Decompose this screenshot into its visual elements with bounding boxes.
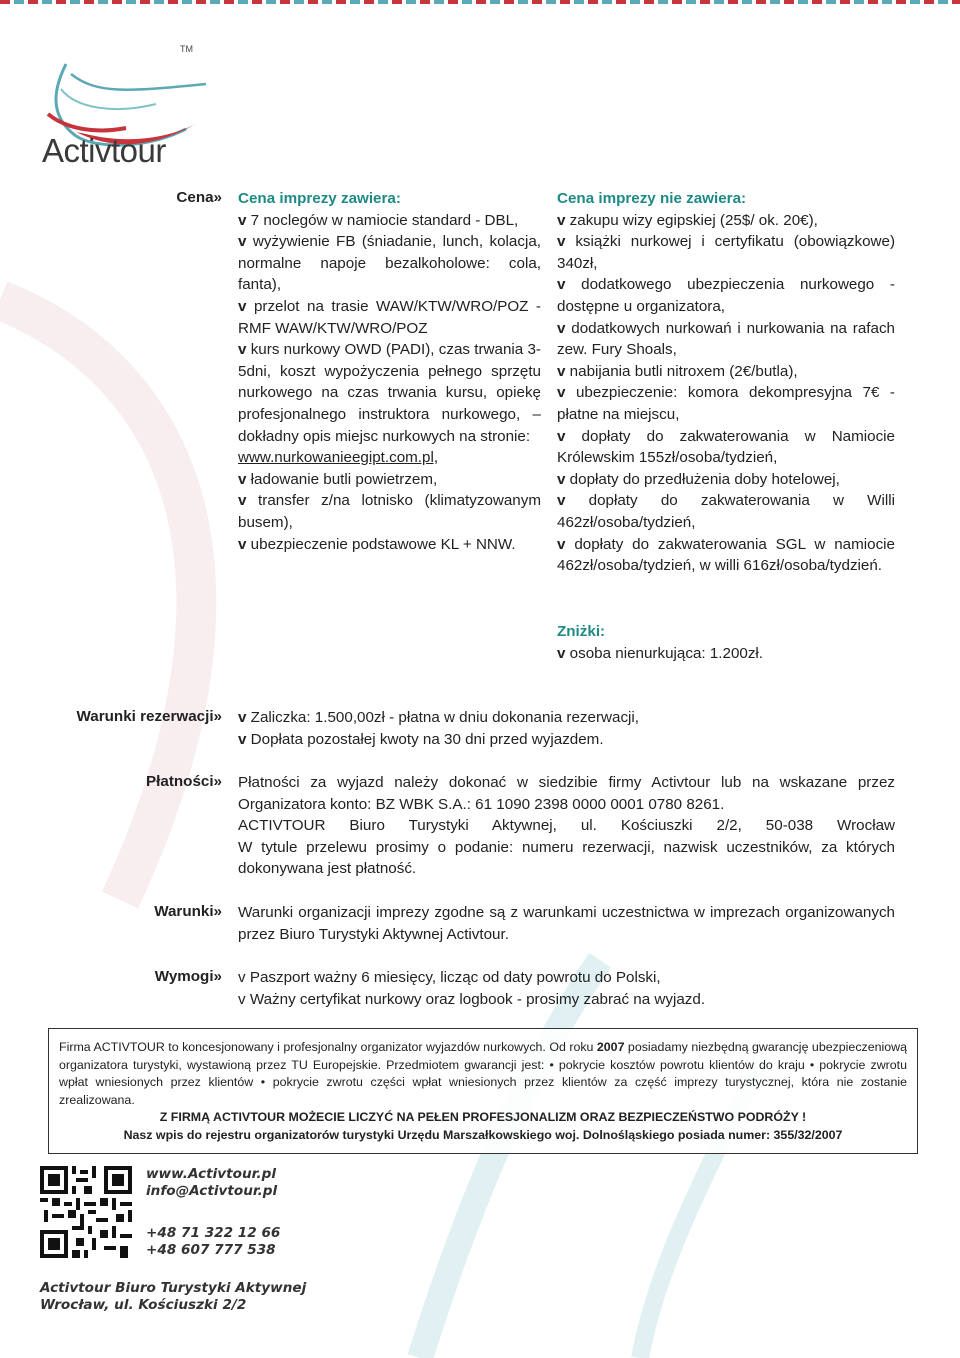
address-line: Wrocław, ul. Kościuszki 2/2 bbox=[40, 1297, 247, 1313]
excluded-item: v dopłaty do zakwaterowania w Namiocie Królewskim 155zł/osoba/tydzień, bbox=[557, 427, 895, 467]
section-label-cena: Cena» bbox=[176, 189, 222, 206]
trademark-mark: TM bbox=[180, 44, 193, 54]
discounts-block bbox=[557, 621, 895, 664]
requirement-item: v Ważny certyfikat nurkowy oraz logbook - prosimy zabrać na wyjazd. bbox=[238, 990, 706, 1008]
contact-phones bbox=[146, 1225, 280, 1259]
discount-item: v osoba nienurkująca: 1.200zł. bbox=[557, 644, 764, 662]
registry-entry: Nasz wpis do rejestru organizatorów turystyki Urzędu Marszałkowskiego woj. Dolnośląskiego posiada numer: 355/32/2007 bbox=[123, 1127, 843, 1142]
included-column bbox=[238, 188, 541, 555]
guarantee-year: 2007 bbox=[596, 1040, 625, 1054]
conditions-text: Warunki organizacji imprezy zgodne są z warunkami uczestnictwa w imprezach organizowanych przez Biuro Turystyki Aktywnej Activtour. bbox=[238, 904, 895, 943]
excluded-item: v dopłaty do zakwaterowania w Willi 462zł/osoba/tydzień, bbox=[557, 492, 895, 531]
payments-transfer-title: W tytule przelewu prosimy o podanie: numeru rezerwacji, nazwisk uczestników, za których dokonywana jest płatność. bbox=[238, 838, 895, 878]
top-stripe bbox=[0, 0, 960, 4]
phone-number-2[interactable]: +48 607 777 538 bbox=[146, 1242, 276, 1258]
reservation-block bbox=[238, 707, 898, 750]
requirement-item: v Paszport ważny 6 miesięcy, licząc od daty powrotu do Polski, bbox=[238, 969, 661, 986]
dive-sites-link[interactable]: www.nurkowanieegipt.com.pl, bbox=[238, 449, 439, 467]
section-label-wymogi: Wymogi» bbox=[154, 968, 222, 985]
included-item: v 7 noclegów w namiocie standard - DBL, bbox=[238, 211, 519, 229]
payments-account: Płatności za wyjazd należy dokonać w siedzibie firmy Activtour lub na wskazane przez Organizatora konto: BZ WBK S.A.: 61 1090 2398 0000 0001 0780 8261. bbox=[238, 774, 895, 813]
contact-web-email bbox=[146, 1166, 277, 1200]
payments-address: ACTIVTOUR Biuro Turystyki Aktywnej, ul. Kościuszki 2/2, 50-038 Wrocław bbox=[238, 817, 895, 835]
section-label-platnosci: Płatności» bbox=[146, 773, 222, 790]
email-link[interactable]: info@Activtour.pl bbox=[146, 1183, 278, 1199]
reservation-item: v Dopłata pozostałej kwoty na 30 dni przed wyjazdem. bbox=[238, 730, 604, 748]
excluded-item: v ubezpieczenie: komora dekompresyjna 7€ - płatne na miejscu, bbox=[557, 384, 895, 423]
excluded-heading: Cena imprezy nie zawiera: bbox=[557, 190, 747, 207]
phone-number-1[interactable]: +48 71 322 12 66 bbox=[146, 1225, 281, 1241]
discounts-heading: Zniżki: bbox=[557, 623, 606, 640]
excluded-item: v dodatkowego ubezpieczenia nurkowego - dostępne u organizatora, bbox=[557, 276, 895, 315]
included-item: v przelot na trasie WAW/KTW/WRO/POZ - RMF WAW/KTW/WRO/POZ bbox=[238, 297, 541, 337]
excluded-item: v dodatkowych nurkowań i nurkowania na rafach zew. Fury Shoals, bbox=[557, 319, 895, 359]
reservation-item: v Zaliczka: 1.500,00zł - płatna w dniu dokonania rezerwacji, bbox=[238, 709, 640, 726]
included-item: v transfer z/na lotnisko (klimatyzowanym busem), bbox=[238, 492, 541, 531]
excluded-item: v zakupu wizy egipskiej (25$/ ok. 20€), bbox=[557, 211, 818, 229]
payments-block bbox=[238, 772, 895, 880]
requirements-block bbox=[238, 967, 895, 1010]
company-address bbox=[40, 1280, 306, 1314]
excluded-item: v dopłaty do zakwaterowania SGL w namiocie 462zł/osoba/tydzień, w willi 616zł/osoba/tydzień. bbox=[557, 535, 895, 575]
guarantee-text: Firma ACTIVTOUR to koncesjonowany i profesjonalny organizator wyjazdów nurkowych. Od roku 2007 posiadamy niezbędną gwarancję ubezpieczeniową organizatora turystyki, wystawioną przez TU Europejskie. Przedmiotem gwarancji jest: • pokrycie kosztów powrotu klientów do kraju • pokrycie zwrotu wpłat wniesionych przez klientów • pokrycie zwrotu części wpłat wniesionych przez klientów za część imprezy turystycznej, która nie zostanie zrealizowana. bbox=[59, 1040, 907, 1107]
excluded-item: v książki nurkowej i certyfikatu (obowiązkowe) 340zł, bbox=[557, 233, 895, 272]
qr-code-icon bbox=[40, 1166, 132, 1258]
included-item: v ubezpieczenie podstawowe KL + NNW. bbox=[238, 535, 516, 553]
included-item: v wyżywienie FB (śniadanie, lunch, kolacja, normalne napoje bezalkoholowe: cola, fanta), bbox=[238, 233, 541, 294]
excluded-column bbox=[557, 188, 895, 577]
included-item: v kurs nurkowy OWD (PADI), czas trwania 3-5dni, koszt wypożyczenia pełnego sprzętu nurkowego na czas trwania kursu, opiekę profesjonalnego instruktora nurkowego, – dokładny opis miejsc nurkowych na stronie: bbox=[238, 341, 541, 445]
website-link[interactable]: www.Activtour.pl bbox=[146, 1166, 276, 1182]
professionalism-slogan: Z FIRMĄ ACTIVTOUR MOŻECIE LICZYĆ NA PEŁEN PROFESJONALIZM ORAZ BEZPIECZEŃSTWO PODRÓŻY ! bbox=[159, 1110, 807, 1125]
excluded-item: v nabijania butli nitroxem (2€/butla), bbox=[557, 362, 798, 380]
included-heading: Cena imprezy zawiera: bbox=[238, 190, 401, 207]
logo-wordmark: Activtour bbox=[42, 132, 166, 169]
company-name: Activtour Biuro Turystyki Aktywnej bbox=[40, 1280, 307, 1296]
included-item: v ładowanie butli powietrzem, bbox=[238, 470, 438, 488]
conditions-block bbox=[238, 902, 895, 945]
excluded-item: v dopłaty do przedłużenia doby hotelowej, bbox=[557, 470, 840, 488]
section-label-rezerwacja: Warunki rezerwacji» bbox=[76, 708, 222, 725]
guarantee-notice-box bbox=[48, 1028, 918, 1154]
section-label-warunki: Warunki» bbox=[154, 903, 222, 920]
